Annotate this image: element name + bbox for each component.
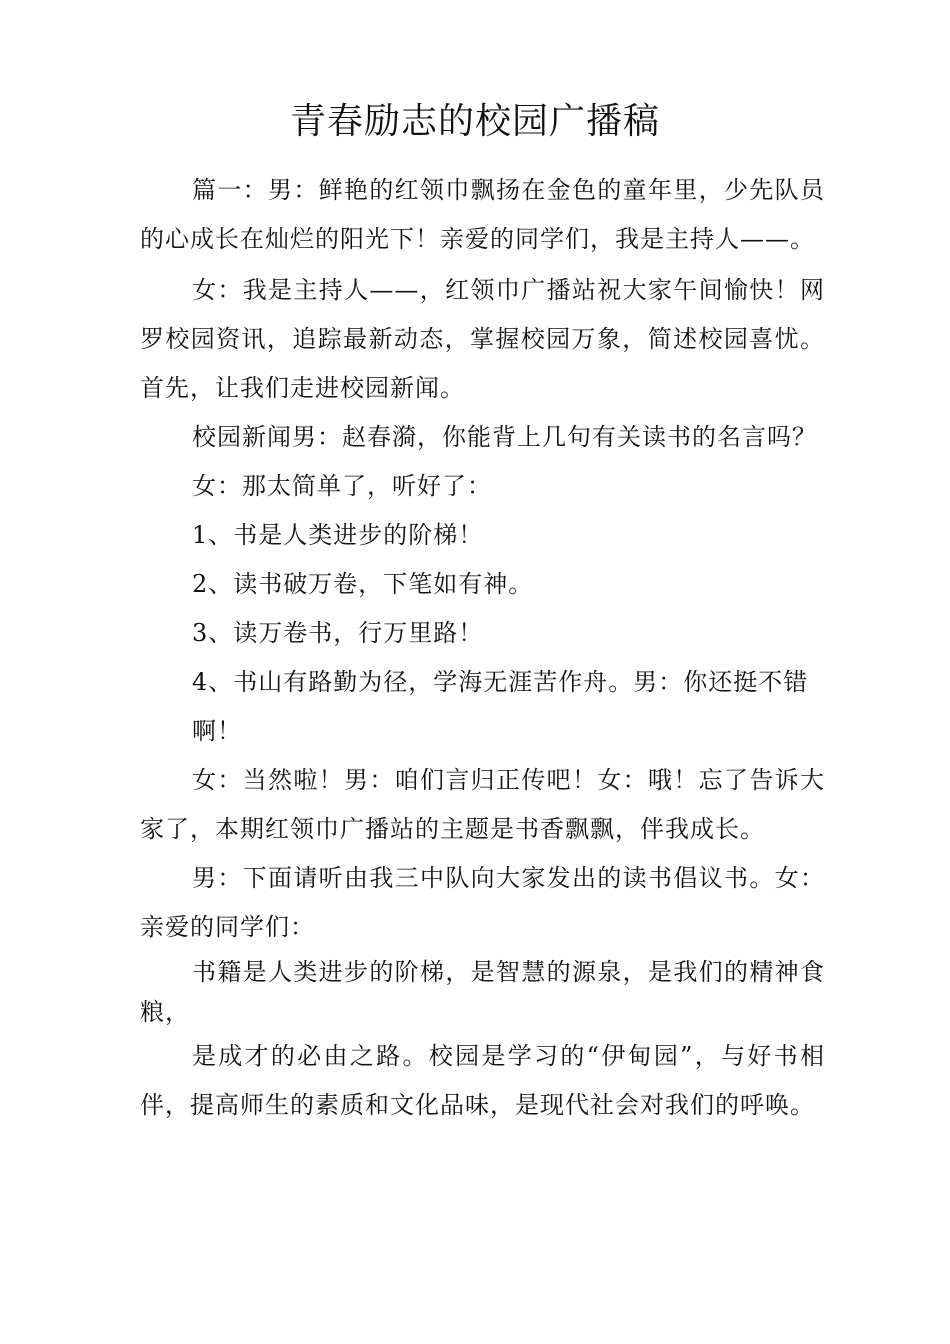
list-item: 1、书是人类进步的阶梯！ [192,521,484,549]
paragraph: 男：下面请听由我三中队向大家发出的读书倡议书。女：亲爱的同学们： [140,864,825,941]
paragraph: 书籍是人类进步的阶梯，是智慧的源泉，是我们的精神食粮， [140,958,825,1026]
paragraph: 女：我是主持人——，红领巾广播站祝大家午间愉快！网罗校园资讯，追踪最新动态，掌握校园万象，简述校园喜忧。首先，让我们走进校园新闻。 [140,276,825,402]
document-title: 青春励志的校园广播稿 [289,101,660,142]
paragraph: 女：当然啦！男：咱们言归正传吧！女：哦！忘了告诉大家了，本期红领巾广播站的主题是书香飘飘，伴我成长。 [140,766,825,843]
document-body [140,166,825,1130]
list-item: 3、读万卷书，行万里路！ [192,619,484,647]
paragraph: 校园新闻男：赵春漪，你能背上几句有关读书的名言吗？ [192,423,817,451]
paragraph: 是成才的必由之路。校园是学习的“伊甸园”，与好书相伴，提高师生的素质和文化品味，是现代社会对我们的呼唤。 [140,1042,825,1119]
paragraph: 女：那太简单了，听好了： [192,472,492,500]
paragraph: 篇一：男：鲜艳的红领巾飘扬在金色的童年里，少先队员的心成长在灿烂的阳光下！亲爱的同学们，我是主持人——。 [140,176,825,253]
list-item: 4、书山有路勤为径，学海无涯苦作舟。男：你还挺不错啊！ [192,668,809,745]
list-item: 2、读书破万卷，下笔如有神。 [192,570,534,598]
